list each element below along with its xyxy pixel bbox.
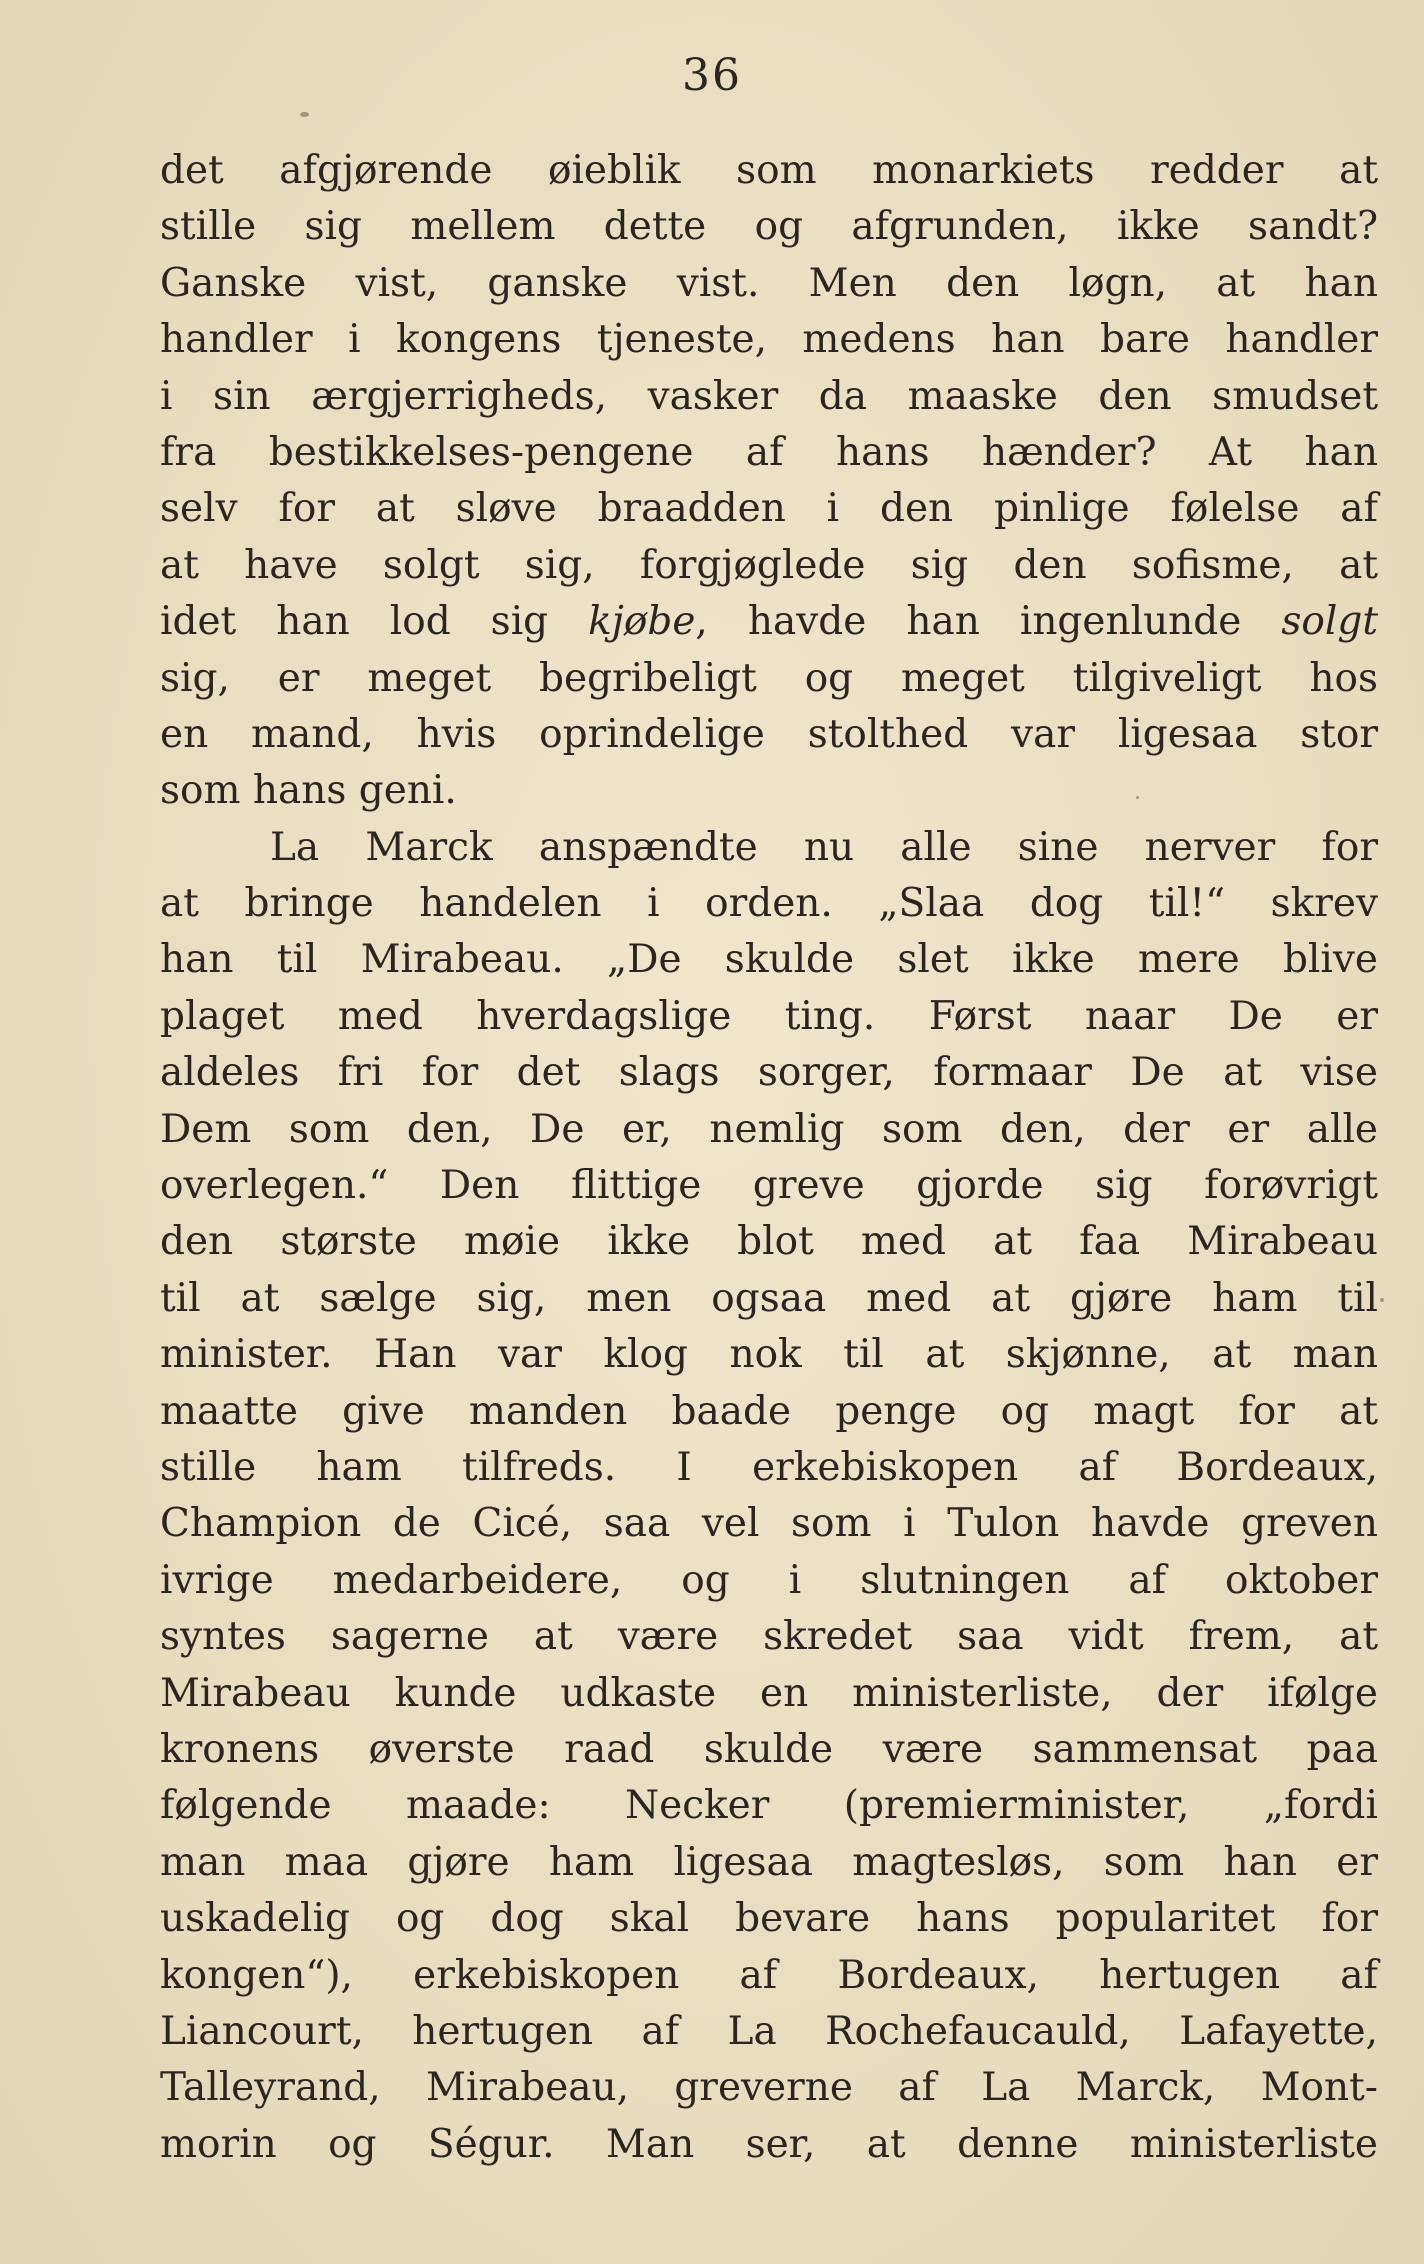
text-segment: stille ham tilfreds. I erkebiskopen af Bordeaux,: [160, 1444, 1378, 1490]
text-segment: til at sælge sig, men ogsaa med at gjøre ham til: [160, 1275, 1378, 1321]
text-line: [160, 312, 1378, 368]
text-line: [160, 425, 1378, 481]
text-segment: handler i kongens tjeneste, medens han bare handler: [160, 317, 1378, 363]
text-line: [160, 481, 1378, 537]
text-segment: den største møie ikke blot med at faa Mirabeau: [160, 1219, 1378, 1265]
text-segment: at have solgt sig, forgjøglede sig den sofisme, at: [160, 542, 1378, 588]
text-line: [160, 1496, 1378, 1552]
text-segment: Liancourt, hertugen af La Rochefaucauld, Lafayette,: [160, 2008, 1378, 2054]
text-line: [160, 1948, 1378, 2004]
text-segment: følgende maade: Necker (premierminister, „fordi: [160, 1783, 1378, 1829]
text-line: [160, 1835, 1378, 1891]
ink-speck: [300, 112, 309, 117]
text-line: [160, 2004, 1378, 2060]
text-line: [160, 1553, 1378, 1609]
text-line: [160, 1891, 1378, 1947]
text-segment: stille sig mellem dette og afgrunden, ikke sandt?: [160, 204, 1378, 250]
text-line: [160, 1666, 1378, 1722]
text-segment: kronens øverste raad skulde være sammensat paa: [160, 1726, 1378, 1772]
page-number: 36: [682, 50, 742, 101]
text-segment: La Marck anspændte nu alle sine nerver for: [270, 824, 1378, 870]
text-line: [160, 1327, 1378, 1383]
text-segment: overlegen.“ Den flittige greve gjorde sig forøvrigt: [160, 1163, 1378, 1209]
text-segment: minister. Han var klog nok til at skjønne, at man: [160, 1332, 1378, 1378]
text-line: [160, 651, 1378, 707]
text-segment: syntes sagerne at være skredet saa vidt frem, at: [160, 1614, 1378, 1660]
text-line: [160, 1440, 1378, 1496]
text-segment: sig, er meget begribeligt og meget tilgiveligt hos: [160, 655, 1378, 701]
text-line: [160, 1158, 1378, 1214]
text-segment: en mand, hvis oprindelige stolthed var ligesaa stor: [160, 711, 1378, 757]
text-line: [160, 763, 1378, 819]
text-line: [160, 2117, 1378, 2173]
text-segment: i sin ærgjerrigheds, vasker da maaske den smudset: [160, 373, 1378, 419]
text-segment: fra bestikkelses-pengene af hans hænder? At han: [160, 429, 1378, 475]
text-segment: morin og Ségur. Man ser, at denne ministerliste: [160, 2121, 1378, 2167]
text-line: [160, 1778, 1378, 1834]
text-line: [160, 1384, 1378, 1440]
text-line: [160, 707, 1378, 763]
text-line: [160, 820, 1378, 876]
text-line: [160, 538, 1378, 594]
text-line: [160, 989, 1378, 1045]
italic-word: solgt: [1281, 599, 1378, 645]
text-segment: Dem som den, De er, nemlig som den, der er alle: [160, 1106, 1378, 1152]
text-segment: kongen“), erkebiskopen af Bordeaux, hertugen af: [160, 1952, 1378, 1998]
text-line: [160, 594, 1378, 650]
text-segment: Ganske vist, ganske vist. Men den løgn, at han: [160, 260, 1378, 306]
text-line: [160, 1722, 1378, 1778]
text-segment: plaget med hverdagslige ting. Først naar De er: [160, 993, 1378, 1039]
text-segment: han til Mirabeau. „De skulde slet ikke mere blive: [160, 937, 1378, 983]
text-line: [160, 1214, 1378, 1270]
text-line: [160, 2060, 1378, 2116]
text-segment: , havde han ingenlunde: [695, 599, 1282, 645]
text-segment: maatte give manden baade penge og magt for at: [160, 1388, 1378, 1434]
text-segment: Talleyrand, Mirabeau, greverne af La Marck, Mont-: [160, 2065, 1378, 2111]
text-segment: Champion de Cicé, saa vel som i Tulon havde greven: [160, 1501, 1378, 1547]
text-segment: man maa gjøre ham ligesaa magtesløs, som han er: [160, 1839, 1378, 1885]
ink-speck: [1136, 796, 1139, 799]
text-segment: idet han lod sig: [160, 599, 589, 645]
text-segment: uskadelig og dog skal bevare hans popularitet for: [160, 1896, 1378, 1942]
text-segment: at bringe handelen i orden. „Slaa dog til!“ skrev: [160, 881, 1378, 927]
text-segment: det afgjørende øieblik som monarkiets redder at: [160, 148, 1378, 193]
text-segment: selv for at sløve braadden i den pinlige følelse af: [160, 486, 1378, 532]
text-line: [160, 143, 1378, 199]
text-segment: ivrige medarbeidere, og i slutningen af oktober: [160, 1557, 1378, 1603]
body-text: [160, 143, 1378, 2173]
text-line: [160, 1609, 1378, 1665]
text-line: [160, 369, 1378, 425]
text-line: [160, 932, 1378, 988]
ink-speck: [1380, 1298, 1384, 1302]
text-segment: aldeles fri for det slags sorger, formaar De at vise: [160, 1050, 1378, 1096]
text-line: [160, 256, 1378, 312]
text-segment: Mirabeau kunde udkaste en ministerliste, der ifølge: [160, 1670, 1378, 1716]
text-line: [160, 876, 1378, 932]
text-line: [160, 199, 1378, 255]
text-line: [160, 1045, 1378, 1101]
text-segment: som hans geni.: [160, 768, 457, 814]
text-line: [160, 1271, 1378, 1327]
text-line: [160, 1102, 1378, 1158]
italic-word: kjøbe: [588, 599, 696, 645]
